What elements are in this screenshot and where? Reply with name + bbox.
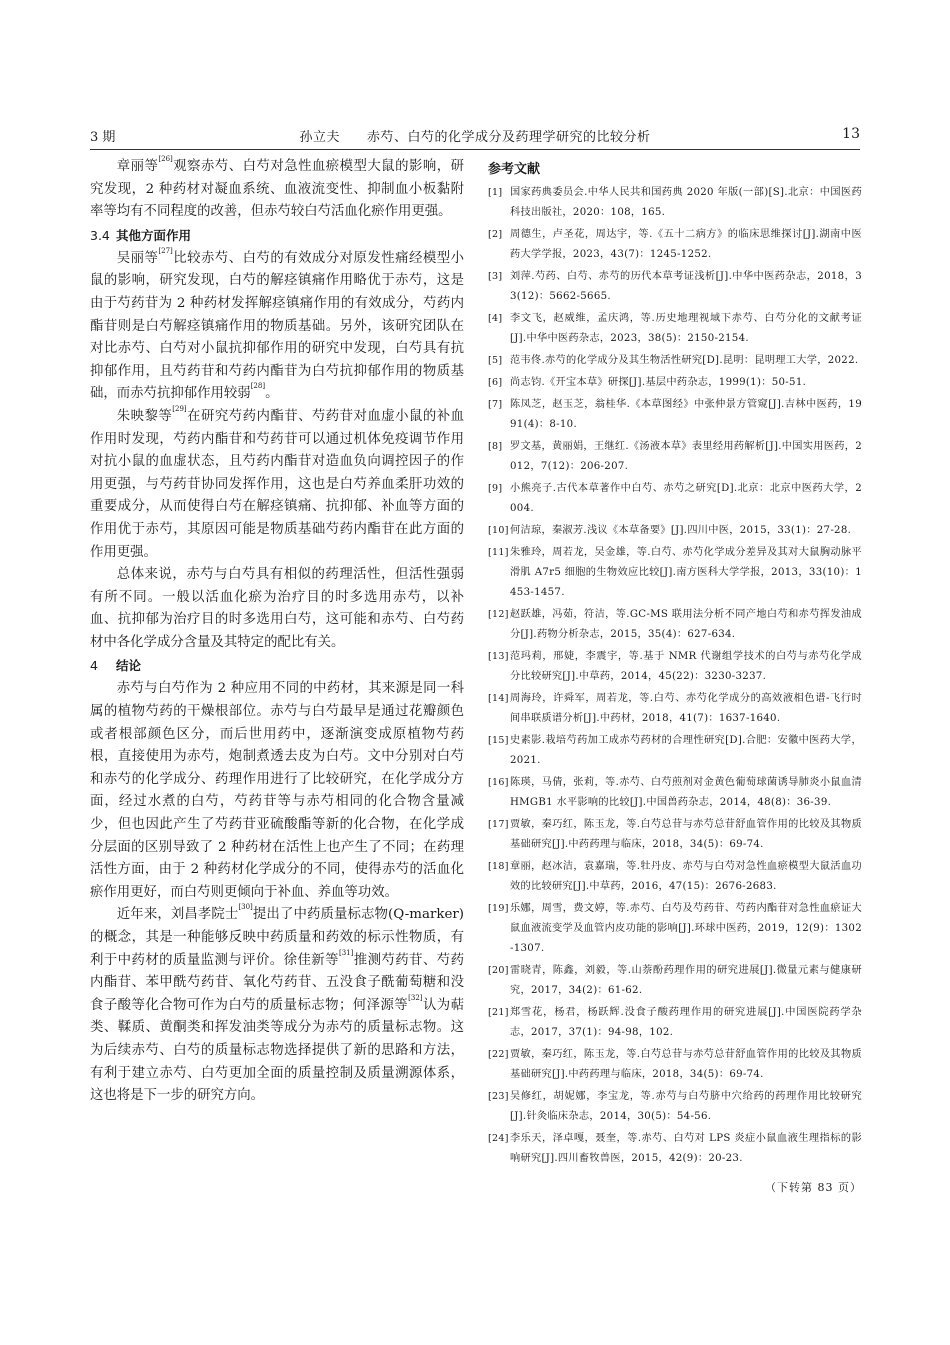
reference-number: [8] — [488, 441, 503, 452]
section-heading — [90, 225, 464, 247]
reference-item — [488, 1087, 862, 1127]
reference-number: [2] — [488, 229, 503, 240]
reference-number: [5] — [488, 355, 503, 366]
reference-text: 陈凤芝，赵玉芝，翁桂华.《本草图经》中张仲景方管窥[J].吉林中医药，1991(4)：8-10. — [510, 399, 862, 430]
left-column — [90, 156, 464, 1108]
reference-number: [18] — [488, 861, 509, 872]
citation-marker: [29] — [172, 404, 187, 413]
reference-number: [11] — [488, 547, 509, 558]
reference-item — [488, 479, 862, 519]
reference-text: 周德生，卢圣花，周达宇，等.《五十二病方》的临床思维探讨[J].湖南中医药大学学报，2023，43(7)：1245-1252. — [510, 229, 862, 260]
reference-item — [488, 309, 862, 349]
citation-marker: [28] — [250, 382, 266, 391]
section-title: 其他方面作用 — [116, 227, 192, 243]
reference-number: [20] — [488, 965, 509, 976]
reference-text: 章丽，赵冰洁，袁嘉瑞，等.牡丹皮、赤芍与白芍对急性血瘀模型大鼠活血功效的比较研究[J].中草药，2016，47(15)：2676-2683. — [510, 861, 862, 892]
section-title: 结论 — [116, 658, 142, 674]
references-heading: 参考文献 — [488, 162, 541, 177]
paragraph — [90, 904, 464, 1107]
header-rule — [90, 149, 860, 150]
para-text: 朱映黎等[29]在研究芍药内酯苷、芍药苷对血虚小鼠的补血作用时发现，芍药内酯苷和芍药苷可以通过机体免疫调节作用对抗小鼠的血虚状态，且芍药内酯苷对造血负向调控因子的作用更强，与芍药苷协同发挥作用，这也是白芍养血柔肝功效的重要成分，从而使得白芍在解痉镇痛、抗抑郁、补血等方面的作用优于赤芍，其原因可能是物质基础芍药内酯苷在此方面的作用更强。 — [90, 404, 465, 560]
reference-text: 史素影.栽培芍药加工成赤芍药材的合理性研究[D].合肥：安徽中医药大学，2021. — [510, 735, 862, 766]
reference-item — [488, 689, 862, 729]
para-text: 吴丽等[27]比较赤芍、白芍的有效成分对原发性痛经模型小鼠的影响，研究发现，白芍的解痉镇痛作用略优于赤芍，这是由于芍药苷为 2 种药材发挥解痉镇痛作用的有效成分，芍药内酯苷则是白芍解痉镇痛作用的物质基础。另外，该研究团队在对比赤芍、白芍对小鼠抗抑郁作用的研究中发现，白芍具有抗抑郁作用，且芍药苷和芍药内酯苷为白芍抗抑郁作用的物质基础，而赤芍抗抑郁作用较弱[28]。 — [90, 246, 465, 402]
reference-number: [17] — [488, 819, 509, 830]
reference-item — [488, 1045, 862, 1085]
reference-text: 周海玲，许舜军，周若龙，等.白芍、赤芍化学成分的高效液相色谱-飞行时间串联质谱分析[J].中药材，2018，41(7)：1637-1640. — [510, 693, 862, 724]
section-number: 3.4 — [90, 227, 110, 243]
page-number: 13 — [842, 126, 860, 142]
reference-item — [488, 773, 862, 813]
reference-number: [16] — [488, 777, 509, 788]
reference-number: [23] — [488, 1091, 509, 1102]
reference-text: 范韦佟.赤芍的化学成分及其生物活性研究[D].昆明：昆明理工大学，2022. — [510, 355, 859, 366]
reference-number: [1] — [488, 187, 503, 198]
reference-item — [488, 605, 862, 645]
reference-item — [488, 351, 862, 371]
reference-number: [22] — [488, 1049, 509, 1060]
reference-text: 小熊亮子.古代本草著作中白芍、赤芍之研究[D].北京：北京中医药大学，2004. — [510, 483, 862, 514]
section-number: 4 — [90, 658, 98, 674]
para-text: 章丽等[26]观察赤芍、白芍对急性血瘀模型大鼠的影响，研究发现，2 种药材对凝血系统、血液流变性、抑制血小板黏附率等均有不同程度的改善，但赤芍较白芍活血化瘀作用更强。 — [90, 155, 465, 220]
reference-number: [7] — [488, 399, 503, 410]
reference-text: 郑雪花，杨君，杨跃辉.没食子酸药理作用的研究进展[J].中国医院药学杂志，2017，37(1)：94-98，102. — [510, 1007, 862, 1038]
reference-number: [12] — [488, 609, 509, 620]
reference-item — [488, 267, 862, 307]
citation-marker: [26] — [158, 155, 173, 163]
reference-number: [10] — [488, 525, 509, 536]
reference-item — [488, 961, 862, 1001]
reference-text: 贾敏，秦巧红，陈玉龙，等.白芍总苷与赤芍总苷舒血管作用的比较及其物质基础研究[J].中药药理与临床，2018，34(5)：69-74. — [510, 1049, 862, 1080]
reference-number: [9] — [488, 483, 503, 494]
reference-item — [488, 731, 862, 771]
citation-marker: [27] — [158, 246, 173, 255]
reference-text: 吴修红，胡妮娜，李宝龙，等.赤芍与白芍脐中穴给药的药理作用比较研究[J].针灸临床杂志，2014，30(5)：54-56. — [510, 1091, 862, 1122]
section-heading — [90, 655, 464, 677]
para-text: 近年来，刘昌孝院士[30]提出了中药质量标志物(Q-marker)的概念，其是一种能够反映中药质量和药效的标示性物质，有利于中药材的质量监测与评价。徐佳新等[31]推测芍药苷、芍药内酯苷、苯甲酰芍药苷、氧化芍药苷、五没食子酰葡萄糖和没食子酸等化合物可作为白芍的质量标志物；何泽源等[32]认为萜类、鞣质、黄酮类和挥发油类等成分为赤芍的质量标志物。这为后续赤芍、白芍的质量标志物选择提供了新的思路和方法，有利于建立赤芍、白芍更加全面的质量控制及质量溯源体系，这也将是下一步的研究方向。 — [90, 903, 465, 1104]
reference-item — [488, 373, 862, 393]
reference-list — [488, 183, 862, 1169]
reference-text: 朱雅玲，周若龙，吴金雄，等.白芍、赤芍化学成分差异及其对大鼠胸动脉平滑肌 A7r5 细胞的生物效应比较[J].南方医科大学学报，2013，33(10)：1453-1457. — [510, 547, 862, 598]
reference-number: [4] — [488, 313, 503, 324]
reference-text: 国家药典委员会.中华人民共和国药典 2020 年版(一部)[S].北京：中国医药科技出版社，2020：108，165. — [510, 187, 862, 218]
reference-number: [24] — [488, 1133, 509, 1144]
citation-marker: [30] — [238, 903, 253, 912]
reference-text: 乐娜，周雪，费文婷，等.赤芍、白芍及芍药苷、芍药内酯苷对急性血瘀证大鼠血液流变学及血管内皮功能的影响[J].环球中医药，2019，12(9)：1302-1307. — [510, 903, 862, 954]
reference-number: [3] — [488, 271, 503, 282]
reference-text: 尚志钧.《开宝本草》研探[J].基层中药杂志，1999(1)：50-51. — [510, 377, 807, 388]
reference-text: 雷晓青，陈鑫，刘毅，等.山萘酚药理作用的研究进展[J].微量元素与健康研究，2017，34(2)：61-62. — [510, 965, 862, 996]
issue-number: 3 期 — [90, 130, 116, 145]
paragraph — [90, 564, 464, 654]
paragraph — [90, 248, 464, 406]
reference-item — [488, 1129, 862, 1169]
reference-item — [488, 183, 862, 223]
reference-text: 李文飞，赵威维，孟庆鸿，等.历史地理视域下赤芍、白芍分化的文献考证[J].中华中医药杂志，2023，38(5)：2150-2154. — [510, 313, 862, 344]
para-text: 总体来说，赤芍与白芍具有相似的药理活性，但活性强弱有所不同。一般以活血化瘀为治疗目的时多选用赤芍，以补血、抗抑郁为治疗目的时多选用白芍，这可能和赤芍、白芍药材中各化学成分含量及其特定的配比有关。 — [90, 567, 464, 650]
reference-item — [488, 1003, 862, 1043]
reference-item — [488, 857, 862, 897]
reference-text: 罗文基，黄丽娟，王继红.《汤液本草》表里经用药解析[J].中国实用医药，2012，7(12)：206-207. — [510, 441, 862, 472]
reference-number: [19] — [488, 903, 509, 914]
reference-text: 赵跃雄，冯茹，符洁，等.GC-MS 联用法分析不同产地白芍和赤芍挥发油成分[J].药物分析杂志，2015，35(4)：627-634. — [510, 609, 862, 640]
para-text: 赤芍与白芍作为 2 种应用不同的中药材，其来源是同一科属的植物芍药的干燥根部位。赤芍与白芍最早是通过花瓣颜色或者根部颜色区分，而后世用药中，逐渐演变成原植物芍药根，直接使用为赤芍，炮制煮透去皮为白芍。文中分别对白芍和赤芍的化学成分、药理作用进行了比较研究，在化学成分方面，经过水煮的白芍，芍药苷等与赤芍相同的化合物含量减少，但也因此产生了芍药苷亚硫酸酯等新的化合物，在化学成分层面的区别导致了 2 种药材在活性上也产生了不同；在药理活性方面，由于 2 种药材化学成分的不同，使得赤芍的活血化瘀作用更好，而白芍则更倾向于补血、养血等功效。 — [90, 681, 464, 900]
reference-text: 陈瑛，马倩，张莉，等.赤芍、白芍煎剂对金黄色葡萄球菌诱导肺炎小鼠血清 HMGB1 水平影响的比较[J].中国兽药杂志，2014，48(8)：36-39. — [510, 777, 862, 808]
reference-item — [488, 225, 862, 265]
paragraph — [90, 678, 464, 904]
reference-item — [488, 647, 862, 687]
citation-marker: [32] — [408, 993, 423, 1002]
reference-text: 贾敏，秦巧红，陈玉龙，等.白芍总苷与赤芍总苷舒血管作用的比较及其物质基础研究[J].中药药理与临床，2018，34(5)：69-74. — [510, 819, 862, 850]
reference-number: [15] — [488, 735, 509, 746]
running-title: 孙立夫 赤芍、白芍的化学成分及药理学研究的比较分析 — [299, 130, 651, 145]
paragraph — [90, 406, 464, 564]
reference-number: [13] — [488, 651, 509, 662]
reference-number: [21] — [488, 1007, 509, 1018]
continued-note: （下转第 83 页） — [765, 1181, 862, 1194]
reference-item — [488, 437, 862, 477]
reference-number: [14] — [488, 693, 509, 704]
reference-item — [488, 543, 862, 603]
reference-item — [488, 521, 862, 541]
reference-item — [488, 395, 862, 435]
reference-text: 何洁琼，秦淑芳.浅议《本草备要》[J].四川中医，2015，33(1)：27-28. — [510, 525, 852, 536]
reference-item — [488, 815, 862, 855]
reference-text: 范玛莉，邢婕，李震宇，等.基于 NMR 代谢组学技术的白芍与赤芍化学成分比较研究[J].中草药，2014，45(22)：3230-3237. — [510, 651, 862, 682]
paragraph — [90, 156, 464, 224]
reference-item — [488, 899, 862, 959]
right-column — [488, 158, 862, 1195]
reference-text: 刘萍.芍药、白芍、赤芍的历代本草考证浅析[J].中华中医药杂志，2018，33(12)：5662-5665. — [510, 271, 862, 302]
reference-number: [6] — [488, 377, 503, 388]
running-header — [90, 126, 860, 148]
reference-text: 李乐天，泽卓嘎，聂奎，等.赤芍、白芍对 LPS 炎症小鼠血液生理指标的影响研究[J].四川畜牧兽医，2015，42(9)：20-23. — [510, 1133, 862, 1164]
citation-marker: [31] — [338, 948, 354, 957]
